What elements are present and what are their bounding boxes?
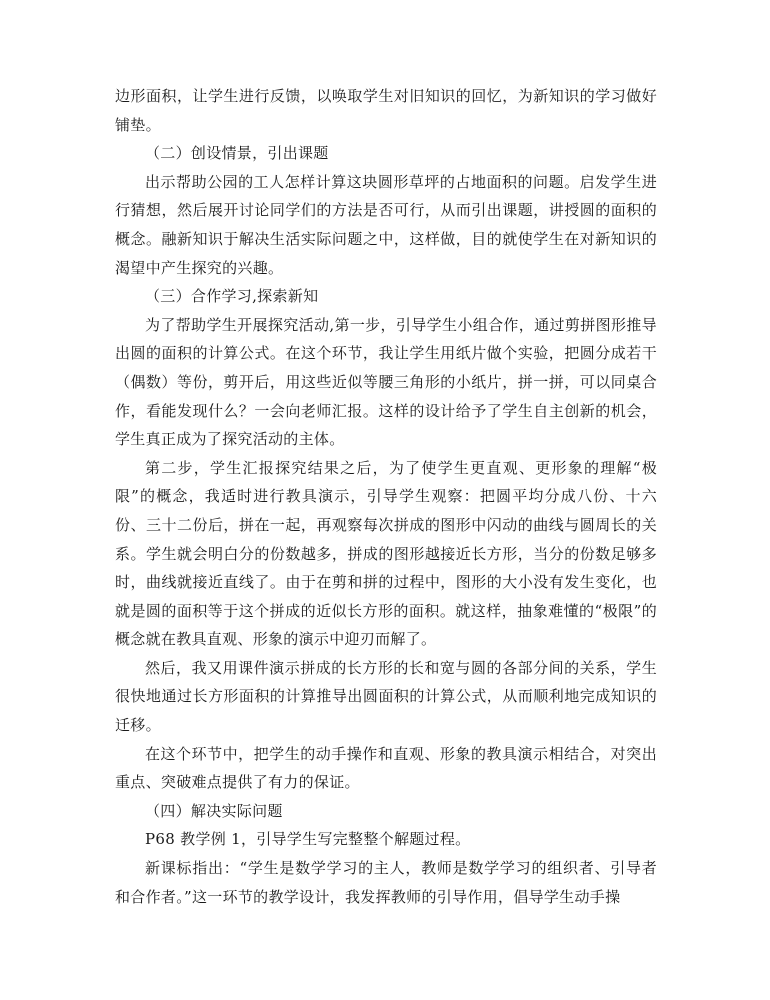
document-page [115, 82, 657, 911]
section-heading: （三）合作学习,探索新知 [145, 287, 319, 306]
body-paragraph: 新课标指出：“学生是数学学习的主人，教师是数学学习的组织者、引导者和合作者。”这一环节的教学设计，我发挥教师的引导作用，倡导学生动手操 [115, 859, 657, 906]
body-paragraph: 边形面积，让学生进行反馈，以唤取学生对旧知识的回忆，为新知识的学习做好铺垫。 [115, 87, 657, 134]
body-paragraph: 然后，我又用课件演示拼成的长方形的长和宽与圆的各部分间的关系，学生很快地通过长方形面积的计算推导出圆面积的计算公式，从而顺利地完成知识的迁移。 [115, 658, 657, 735]
body-paragraph: 第二步，学生汇报探究结果之后，为了使学生更直观、更形象的理解“极限”的概念，我适时进行教具演示，引导学生观察：把圆平均分成八份、十六份、三十二份后，拼在一起，再观察每次拼成的图形中闪动的曲线与圆周长的关系。学生就会明白分的份数越多，拼成的图形越接近长方形，当分的份数足够多时，曲线就接近直线了。由于在剪和拼的过程中，图形的大小没有发生变化，也就是圆的面积等于这个拼成的近似长方形的面积。就这样，抽象难懂的“极限”的概念就在教具直观、形象的演示中迎刃而解了。 [115, 458, 657, 649]
section-heading: （二）创设情景，引出课题 [145, 144, 329, 163]
body-paragraph: P68 教学例 1，引导学生写完整整个解题过程。 [145, 830, 471, 849]
body-paragraph: 在这个环节中，把学生的动手操作和直观、形象的教具演示相结合，对突出重点、突破难点提供了有力的保证。 [115, 744, 657, 792]
body-paragraph: 为了帮助学生开展探究活动,第一步，引导学生小组合作，通过剪拼图形推导出圆的面积的计算公式。在这个环节，我让学生用纸片做个实验，把圆分成若干（偶数）等份，剪开后，用这些近似等腰三角形的小纸片，拼一拼，可以同桌合作，看能发现什么？一会向老师汇报。这样的设计给予了学生自主创新的机会，学生真正成为了探究活动的主体。 [115, 315, 657, 449]
section-heading: （四）解决实际问题 [145, 801, 283, 820]
body-paragraph: 出示帮助公园的工人怎样计算这块圆形草坪的占地面积的问题。启发学生进行猜想，然后展开讨论同学们的方法是否可行，从而引出课题，讲授圆的面积的概念。融新知识于解决生活实际问题之中，这样做，目的就使学生在对新知识的渴望中产生探究的兴趣。 [115, 172, 657, 277]
